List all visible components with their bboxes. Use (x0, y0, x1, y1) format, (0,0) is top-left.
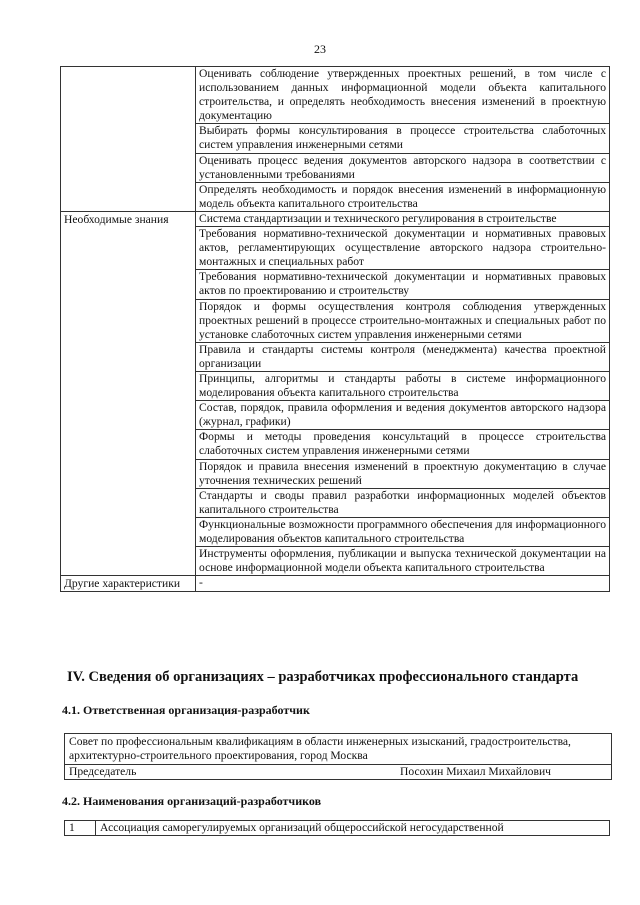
responsible-organization-box (64, 733, 612, 780)
knowledge-item: Инструменты оформления, публикации и выпуска технической документации на основе информационной модели объекта капитального строительства (196, 547, 610, 576)
knowledge-item: Формы и методы проведения консультаций в процессе строительства слаботочных систем управления инженерными сетями (196, 430, 610, 459)
developer-organizations-table (64, 820, 610, 836)
responsible-person-row (65, 765, 611, 779)
skill-item: Оценивать процесс ведения документов авторского надзора в соответствии с установленными требованиями (196, 153, 610, 182)
knowledge-item: Порядок и формы осуществления контроля соблюдения утвержденных проектных решений в процессе строительно-монтажных и специальных работ по установке слаботочных систем управления инженерными сетями (196, 299, 610, 342)
labor-function-table (60, 66, 610, 592)
knowledge-item: Система стандартизации и технического регулирования в строительстве (196, 211, 610, 226)
responsible-person-name: Посохин Михаил Михайлович (399, 765, 551, 778)
developer-row-number: 1 (65, 821, 96, 836)
knowledge-item: Принципы, алгоритмы и стандарты работы в системе информационного моделирования объекта капитального строительства (196, 371, 610, 400)
knowledge-label: Необходимые знания (61, 211, 196, 575)
other-characteristics-label: Другие характеристики (61, 576, 196, 592)
responsible-person-role: Председатель (69, 765, 137, 778)
subsection-4-1-title: 4.1. Ответственная организация-разработчик (62, 703, 310, 717)
other-characteristics-row (61, 576, 610, 592)
skills-row (61, 67, 610, 124)
other-characteristics-value: - (196, 576, 610, 592)
knowledge-item: Требования нормативно-технической документации и нормативных правовых актов по проектированию и строительству (196, 270, 610, 299)
knowledge-item: Порядок и правила внесения изменений в проектную документацию в случае уточнения технических решений (196, 459, 610, 488)
skill-item: Определять необходимость и порядок внесения изменений в информационную модель объекта капитального строительства (196, 182, 610, 211)
knowledge-item: Состав, порядок, правила оформления и ведения документов авторского надзора (журнал, графики) (196, 401, 610, 430)
responsible-organization-name: Совет по профессиональным квалификациям в области инженерных изысканий, градостроительства, архитектурно-строительного проектирования, город Москва (65, 734, 611, 765)
knowledge-item: Правила и стандарты системы контроля (менеджмента) качества проектной организации (196, 342, 610, 371)
knowledge-item: Функциональные возможности программного обеспечения для информационного моделирования объектов капитального строительства (196, 517, 610, 546)
subsection-4-2-title: 4.2. Наименования организаций-разработчиков (62, 794, 322, 808)
skills-label-cell (61, 67, 196, 212)
knowledge-item: Стандарты и своды правил разработки информационных моделей объектов капитального строительства (196, 488, 610, 517)
skill-item: Оценивать соблюдение утвержденных проектных решений, в том числе с использованием данных информационной модели объекта капитального строительства, и определять необходимость внесения изменений в проектную документацию (196, 67, 610, 124)
knowledge-row (61, 211, 610, 226)
page-number: 23 (314, 42, 326, 56)
skill-item: Выбирать формы консультирования в процессе строительства слаботочных систем управления инженерными сетями (196, 124, 610, 153)
developer-organization-name: Ассоциация саморегулируемых организаций общероссийской негосударственной (96, 821, 610, 836)
section-iv-title: IV. Сведения об организациях – разработчиках профессионального стандарта (67, 669, 579, 685)
table-row (65, 821, 610, 836)
knowledge-item: Требования нормативно-технической документации и нормативных правовых актов, регламентирующих осуществление авторского надзора строительно-монтажных и специальных работ (196, 227, 610, 270)
